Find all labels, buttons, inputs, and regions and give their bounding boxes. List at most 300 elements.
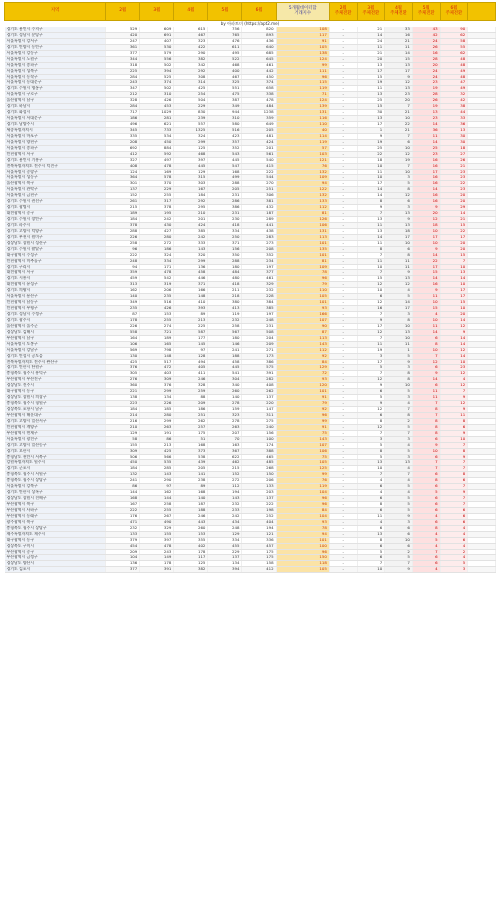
cell-rank-may: 12 (412, 359, 440, 365)
cell-feb: 164 (106, 335, 140, 341)
cell-apr: 187 (174, 502, 208, 508)
cell-total: 71 (276, 92, 329, 98)
cell-apr: 1325 (174, 127, 208, 133)
cell-mar: 609 (140, 27, 174, 32)
cell-feb: 162 (106, 288, 140, 294)
cell-region: 경기도 파주시 (5, 222, 106, 228)
cell-rank-jun: 7 (440, 502, 468, 508)
cell-rank-feb: - (329, 401, 357, 407)
cell-rank-mar: 7 (357, 561, 385, 567)
cell-region: 서울특별시 노원구 (5, 56, 106, 62)
cell-rank-mar: 12 (357, 300, 385, 306)
cell-region: 부산광역시 동래구 (5, 513, 106, 519)
cell-total: 107 (276, 317, 329, 323)
cell-rank-may: 18 (412, 222, 440, 228)
cell-rank-mar: 5 (357, 395, 385, 401)
cell-rank-feb: - (329, 86, 357, 92)
cell-mar: 535 (140, 460, 174, 466)
cell-total: 78 (276, 270, 329, 276)
cell-mar: 280 (140, 234, 174, 240)
cell-rank-feb: - (329, 383, 357, 389)
cell-rank-apr: 3 (385, 454, 413, 460)
cell-may: 140 (208, 395, 242, 401)
cell-rank-may: 15 (412, 270, 440, 276)
cell-rank-jun: 38 (440, 104, 468, 110)
cell-total: 108 (276, 27, 329, 32)
cell-rank-feb: - (329, 490, 357, 496)
cell-rank-may: 14 (412, 276, 440, 282)
cell-jun: 228 (242, 294, 276, 300)
cell-rank-feb: - (329, 157, 357, 163)
cell-rank-jun: 4 (440, 555, 468, 561)
cell-rank-feb: - (329, 543, 357, 549)
cell-may: 495 (208, 50, 242, 56)
cell-rank-jun: 9 (440, 454, 468, 460)
cell-jun: 457 (242, 543, 276, 549)
cell-feb: 379 (106, 537, 140, 543)
cell-rank-mar: 7 (357, 252, 385, 258)
cell-feb: 359 (106, 270, 140, 276)
cell-apr: 213 (174, 317, 208, 323)
cell-rank-jun: 20 (440, 312, 468, 318)
cell-feb: 137 (106, 187, 140, 193)
cell-rank-feb: - (329, 228, 357, 234)
cell-total: 75 (276, 430, 329, 436)
cell-rank-feb: - (329, 193, 357, 199)
cell-mar: 243 (140, 549, 174, 555)
header-total-label: 5개월데이터합 거래지수 (288, 6, 317, 16)
cell-rank-may: 8 (412, 341, 440, 347)
cell-rank-may: 9 (412, 205, 440, 211)
cell-rank-may: 8 (412, 407, 440, 413)
cell-jun: 222 (242, 502, 276, 508)
cell-mar: 378 (140, 205, 174, 211)
cell-total: 93 (276, 306, 329, 312)
cell-rank-apr: 9 (385, 513, 413, 519)
cell-mar: 148 (140, 353, 174, 359)
cell-rank-mar: 8 (357, 537, 385, 543)
cell-mar: 427 (140, 228, 174, 234)
cell-region: 부산광역시 남구 (5, 335, 106, 341)
cell-mar: 534 (140, 133, 174, 139)
cell-rank-feb: - (329, 365, 357, 371)
cell-rank-mar: 5 (357, 454, 385, 460)
cell-rank-jun: 32 (440, 92, 468, 98)
cell-rank-jun: 7 (440, 460, 468, 466)
cell-jun: 450 (242, 74, 276, 80)
cell-rank-jun: 14 (440, 211, 468, 217)
cell-may: 765 (208, 32, 242, 38)
cell-rank-may: 4 (412, 567, 440, 573)
cell-total: 92 (276, 353, 329, 359)
cell-rank-jun: 18 (440, 145, 468, 151)
cell-region: 대구광역시 동구 (5, 389, 106, 395)
cell-rank-apr: 2 (385, 549, 413, 555)
cell-rank-apr: 3 (385, 312, 413, 318)
cell-rank-feb: - (329, 92, 357, 98)
cell-apr: 494 (174, 359, 208, 365)
cell-rank-apr: 8 (385, 317, 413, 323)
cell-rank-may: 17 (412, 264, 440, 270)
cell-rank-mar: 5 (357, 549, 385, 555)
cell-total: 109 (276, 175, 329, 181)
cell-rank-apr: 13 (385, 211, 413, 217)
cell-total: 120 (276, 383, 329, 389)
cell-total: 81 (276, 258, 329, 264)
cell-jun: 336 (242, 537, 276, 543)
cell-may: 352 (208, 145, 242, 151)
cell-rank-feb: - (329, 264, 357, 270)
cell-total: 114 (276, 133, 329, 139)
cell-rank-jun: 49 (440, 86, 468, 92)
cell-mar: 309 (140, 377, 174, 383)
cell-total: 101 (276, 252, 329, 258)
cell-feb: 529 (106, 27, 140, 32)
cell-region: 경기도 성남시 수정구 (5, 312, 106, 318)
cell-apr: 425 (174, 86, 208, 92)
cell-total: 99 (276, 418, 329, 424)
cell-jun: 415 (242, 163, 276, 169)
cell-rank-apr: 5 (385, 555, 413, 561)
cell-rank-feb: - (329, 38, 357, 44)
cell-rank-feb: - (329, 122, 357, 128)
cell-rank-jun: 29 (440, 205, 468, 211)
cell-rank-apr: 11 (385, 258, 413, 264)
cell-rank-apr: 5 (385, 448, 413, 454)
cell-rank-apr: 18 (385, 228, 413, 234)
cell-apr: 292 (174, 199, 208, 205)
cell-region: 서울특별시 중랑구 (5, 169, 106, 175)
cell-rank-feb: - (329, 525, 357, 531)
cell-mar: 310 (140, 92, 174, 98)
cell-total: 57 (276, 145, 329, 151)
cell-feb: 454 (106, 543, 140, 549)
cell-rank-mar: 6 (357, 389, 385, 395)
cell-jun: 388 (242, 448, 276, 454)
cell-rank-jun: 8 (440, 448, 468, 454)
cell-rank-feb: - (329, 484, 357, 490)
cell-rank-feb: - (329, 56, 357, 62)
cell-region: 부산광역시 부산진구 (5, 377, 106, 383)
cell-rank-may: 14 (412, 122, 440, 128)
cell-apr: 117 (174, 555, 208, 561)
cell-may: 622 (208, 454, 242, 460)
cell-mar: 189 (140, 335, 174, 341)
cell-rank-mar: 19 (357, 347, 385, 353)
cell-jun: 544 (242, 175, 276, 181)
cell-feb: 152 (106, 193, 140, 199)
cell-mar: 502 (140, 62, 174, 68)
cell-region: 경기도 하남시 (5, 104, 106, 110)
cell-rank-apr: 5 (385, 389, 413, 395)
cell-apr: 229 (174, 104, 208, 110)
cell-rank-may: 8 (412, 418, 440, 424)
cell-rank-mar: 13 (357, 228, 385, 234)
cell-rank-jun: 27 (440, 151, 468, 157)
cell-rank-jun: 20 (440, 199, 468, 205)
cell-may: 278 (208, 401, 242, 407)
cell-may: 143 (208, 496, 242, 502)
cell-rank-may: 8 (412, 430, 440, 436)
cell-total: 101 (276, 537, 329, 543)
cell-region: 서울특별시 송파구 (5, 62, 106, 68)
cell-mar: 397 (140, 537, 174, 543)
cell-total: 104 (276, 513, 329, 519)
cell-total: 105 (276, 294, 329, 300)
cell-feb: 361 (106, 44, 140, 50)
cell-region: 충청남도 천안시 서북구 (5, 454, 106, 460)
table-row (5, 567, 496, 573)
cell-rank-apr: 22 (385, 122, 413, 128)
cell-may: 551 (208, 86, 242, 92)
cell-rank-feb: - (329, 300, 357, 306)
cell-rank-may: 4 (412, 513, 440, 519)
cell-rank-feb: - (329, 442, 357, 448)
cell-rank-jun: 14 (440, 353, 468, 359)
cell-rank-may: 15 (412, 306, 440, 312)
cell-rank-mar: 14 (357, 234, 385, 240)
cell-rank-apr: 5 (385, 424, 413, 430)
cell-rank-mar: 14 (357, 193, 385, 199)
cell-rank-jun: 48 (440, 62, 468, 68)
cell-rank-may: 10 (412, 228, 440, 234)
cell-total: 94 (276, 181, 329, 187)
cell-apr: 89 (174, 484, 208, 490)
cell-apr: 51 (174, 436, 208, 442)
cell-rank-mar: 6 (357, 555, 385, 561)
cell-total: 91 (276, 38, 329, 44)
cell-region: 서울특별시 양천구 (5, 139, 106, 145)
cell-mar: 97 (140, 484, 174, 490)
header-spacer (468, 3, 496, 21)
cell-region: 경기도 안산시 단원구 (5, 365, 106, 371)
cell-rank-mar: 17 (357, 323, 385, 329)
cell-rank-jun: 10 (440, 306, 468, 312)
cell-apr: 88 (174, 395, 208, 401)
cell-may: 434 (208, 519, 242, 525)
cell-apr: 201 (174, 217, 208, 223)
cell-rank-feb: - (329, 549, 357, 555)
cell-total: 138 (276, 50, 329, 56)
cell-rank-feb: - (329, 329, 357, 335)
cell-rank-apr: 10 (385, 145, 413, 151)
cell-rank-mar: 12 (357, 407, 385, 413)
cell-total: 109 (276, 264, 329, 270)
cell-jun: 461 (242, 276, 276, 282)
cell-jun: 197 (242, 264, 276, 270)
cell-jun: 384 (242, 300, 276, 306)
cell-rank-apr: 14 (385, 50, 413, 56)
cell-total: 124 (276, 56, 329, 62)
cell-apr: 504 (174, 98, 208, 104)
cell-region: 부산광역시 중구 (5, 549, 106, 555)
cell-rank-feb: - (329, 418, 357, 424)
cell-apr: 308 (174, 74, 208, 80)
cell-region: 부산광역시 연제구 (5, 430, 106, 436)
cell-apr: 141 (174, 472, 208, 478)
cell-jun: 197 (242, 312, 276, 318)
cell-may: 387 (208, 98, 242, 104)
cell-apr: 143 (174, 246, 208, 252)
cell-rank-feb: - (329, 282, 357, 288)
cell-apr: 167 (174, 187, 208, 193)
cell-jun: 478 (242, 98, 276, 104)
cell-total: 72 (276, 371, 329, 377)
cell-total: 135 (276, 246, 329, 252)
cell-rank-may: 7 (412, 353, 440, 359)
cell-rank-mar: 13 (357, 217, 385, 223)
cell-may: 250 (208, 234, 242, 240)
cell-mar: 299 (140, 389, 174, 395)
cell-rank-jun: 58 (440, 38, 468, 44)
cell-may: 475 (208, 92, 242, 98)
cell-mar: 317 (140, 199, 174, 205)
cell-rank-may: 20 (412, 211, 440, 217)
cell-feb: 309 (106, 448, 140, 454)
cell-rank-mar: 6 (357, 294, 385, 300)
cell-jun: 1238 (242, 110, 276, 116)
cell-jun: 575 (242, 365, 276, 371)
cell-region: 인천광역시 계양구 (5, 424, 106, 430)
cell-rank-feb: - (329, 252, 357, 258)
cell-rank-may: 6 (412, 436, 440, 442)
cell-apr: 324 (174, 133, 208, 139)
cell-rank-may: 10 (412, 317, 440, 323)
cell-rank-jun: 20 (440, 240, 468, 246)
cell-mar: 213 (140, 442, 174, 448)
cell-jun: 484 (242, 104, 276, 110)
cell-rank-jun: 10 (440, 436, 468, 442)
cell-rank-feb: - (329, 478, 357, 484)
cell-feb: 124 (106, 169, 140, 175)
cell-total: 93 (276, 377, 329, 383)
cell-region: 충청북도 청주시 서원구 (5, 472, 106, 478)
cell-total: 119 (276, 139, 329, 145)
cell-jun: 232 (242, 288, 276, 294)
cell-may: 445 (208, 157, 242, 163)
cell-rank-feb: - (329, 127, 357, 133)
cell-total: 107 (276, 442, 329, 448)
cell-rank-jun: 10 (440, 264, 468, 270)
cell-rank-mar: 4 (357, 490, 385, 496)
cell-rank-feb: - (329, 68, 357, 74)
cell-rank-feb: - (329, 377, 357, 383)
cell-rank-feb: - (329, 240, 357, 246)
cell-rank-apr: 10 (385, 240, 413, 246)
cell-rank-apr: 5 (385, 484, 413, 490)
cell-mar: 324 (140, 252, 174, 258)
cell-rank-mar: 10 (357, 175, 385, 181)
cell-mar: 1029 (140, 110, 174, 116)
cell-apr: 557 (174, 122, 208, 128)
cell-rank-jun: 21 (440, 217, 468, 223)
cell-may: 445 (208, 365, 242, 371)
cell-feb: 209 (106, 549, 140, 555)
cell-region: 서울특별시 강북구 (5, 484, 106, 490)
cell-rank-jun: 6 (440, 507, 468, 513)
cell-region: 경기도 용인시 수지구 (5, 27, 106, 32)
cell-rank-jun: 14 (440, 317, 468, 323)
cell-may: 180 (208, 335, 242, 341)
header-rank-jun (440, 3, 468, 21)
cell-feb: 318 (106, 62, 140, 68)
cell-apr: 177 (174, 335, 208, 341)
cell-rank-apr: 13 (385, 329, 413, 335)
cell-region: 광주광역시 북구 (5, 519, 106, 525)
cell-may: 357 (208, 139, 242, 145)
cell-rank-jun: 4 (440, 543, 468, 549)
cell-may: 207 (208, 430, 242, 436)
cell-apr: 140 (174, 496, 208, 502)
cell-rank-jun: 15 (440, 300, 468, 306)
cell-rank-feb: - (329, 537, 357, 543)
cell-rank-feb: - (329, 222, 357, 228)
cell-feb: 210 (106, 424, 140, 430)
cell-may: 547 (208, 163, 242, 169)
cell-mar: 517 (140, 359, 174, 365)
cell-rank-mar: 10 (357, 163, 385, 169)
cell-rank-apr: 4 (385, 442, 413, 448)
cell-rank-mar: 12 (357, 282, 385, 288)
cell-rank-jun: 42 (440, 98, 468, 104)
cell-rank-mar: 6 (357, 543, 385, 549)
cell-mar: 525 (140, 74, 174, 80)
cell-rank-jun: 10 (440, 282, 468, 288)
cell-total: 101 (276, 240, 329, 246)
header-rank-mar (357, 3, 385, 21)
header-mar: 3월 (140, 3, 174, 21)
cell-rank-jun: 6 (440, 424, 468, 430)
cell-rank-apr: 6 (385, 139, 413, 145)
cell-rank-jun: 23 (440, 175, 468, 181)
cell-feb: 133 (106, 531, 140, 537)
cell-apr: 259 (174, 389, 208, 395)
cell-rank-apr: 4 (385, 288, 413, 294)
cell-feb: 284 (106, 104, 140, 110)
cell-rank-may: 16 (412, 181, 440, 187)
cell-jun: 485 (242, 460, 276, 466)
cell-rank-apr: 17 (385, 234, 413, 240)
cell-may: 215 (208, 466, 242, 472)
cell-rank-may: 11 (412, 294, 440, 300)
cell-feb: 471 (106, 519, 140, 525)
cell-feb: 87 (106, 312, 140, 318)
cell-mar: 733 (140, 127, 174, 133)
cell-rank-may: 7 (412, 466, 440, 472)
header-rank-feb-label: 2월 주체전환 (334, 6, 352, 16)
cell-apr: 188 (174, 507, 208, 513)
cell-rank-jun: 62 (440, 32, 468, 38)
cell-apr: 615 (174, 27, 208, 32)
header-rank-may-label: 5월 주체전환 (417, 6, 435, 16)
cell-feb: 176 (106, 513, 140, 519)
cell-rank-jun: 13 (440, 127, 468, 133)
cell-rank-mar: 4 (357, 478, 385, 484)
cell-mar: 394 (140, 68, 174, 74)
cell-rank-mar: 13 (357, 116, 385, 122)
cell-total: 115 (276, 80, 329, 86)
cell-total: 132 (276, 193, 329, 199)
cell-jun: 147 (242, 407, 276, 413)
cell-rank-jun: 9 (440, 430, 468, 436)
cell-jun: 251 (242, 187, 276, 193)
cell-may: 458 (208, 359, 242, 365)
cell-may: 334 (208, 228, 242, 234)
cell-jun: 234 (242, 258, 276, 264)
cell-feb: 178 (106, 317, 140, 323)
cell-rank-jun: 8 (440, 418, 468, 424)
cell-rank-may: 14 (412, 329, 440, 335)
